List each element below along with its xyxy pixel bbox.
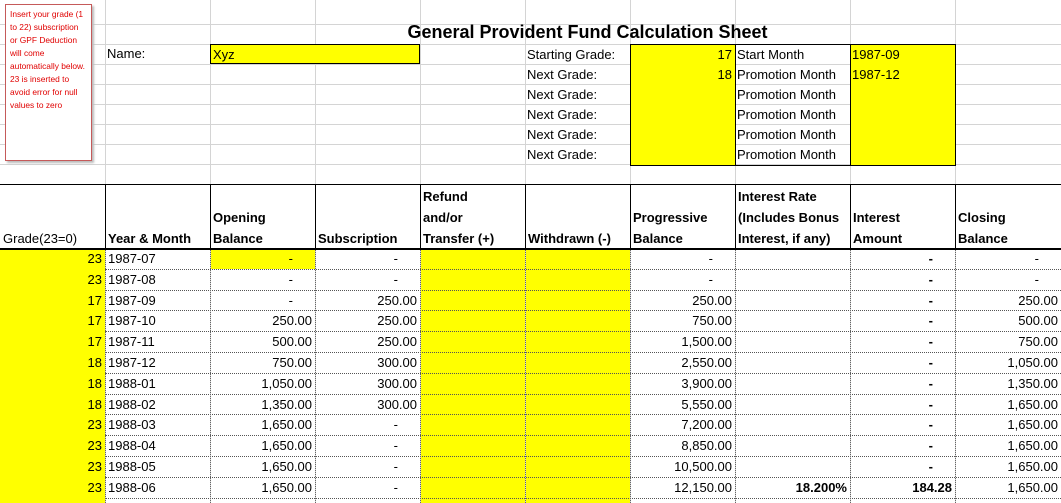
interest-rate-cell [736,415,850,436]
grade-cell[interactable]: 18 [87,355,102,370]
interest-amount-cell: - [928,313,933,329]
closing-balance-cell: - [1034,251,1039,266]
subscription-cell: - [393,417,398,433]
body-col-border [420,250,421,503]
year-month-cell: 1987-09 [108,292,156,308]
closing-balance-cell: 500.00 [1018,313,1058,329]
closing-balance-cell: 750.00 [1018,334,1058,350]
grade-cell[interactable]: 17 [87,334,102,350]
month-label: Promotion Month [737,147,836,162]
year-month-cell: 1987-12 [108,355,156,370]
interest-rate-cell [736,291,850,312]
refund-header: and/or [423,210,463,225]
month-input[interactable]: 1987-12 [850,65,955,85]
interest-rate-cell [736,249,850,270]
closing-balance-cell: 250.00 [1018,292,1058,308]
interest-amount-cell: - [928,334,933,350]
subscription-cell: 300.00 [377,396,417,412]
withdrawn-cell[interactable] [526,249,630,270]
refund-cell[interactable] [421,415,525,436]
grade-cell[interactable]: 23 [87,251,102,266]
opening-balance-cell: - [288,251,293,266]
opening-balance-cell: 1,650.00 [261,459,312,474]
body-col-border [735,250,736,503]
withdrawn-cell[interactable] [526,478,630,499]
progressive-balance-cell: 7,200.00 [681,417,732,433]
interest-rate-cell [736,374,850,395]
refund-cell[interactable] [421,353,525,374]
refund-cell[interactable] [421,311,525,332]
interest-rate-cell [736,395,850,416]
grade-cell[interactable]: 23 [87,459,102,474]
refund-cell[interactable] [421,291,525,312]
interest-amount-cell: - [928,459,933,474]
progressive-balance-cell: 1,500.00 [681,334,732,350]
interest-rate-cell [736,436,850,457]
refund-header: Transfer (+) [423,231,495,246]
closing-balance-cell: 1,650.00 [1007,396,1058,412]
body-col-border [105,250,106,503]
interest-amount-cell: - [928,292,933,308]
withdrawn-cell[interactable] [526,436,630,457]
withdrawn-cell[interactable] [526,415,630,436]
interest-amount-cell: - [928,417,933,433]
grade-cell[interactable]: 17 [87,313,102,329]
year-month-cell: 1988-03 [108,417,156,433]
subscription-header: Subscription [318,231,398,246]
subscription-cell: - [393,271,398,287]
withdrawn-cell[interactable] [526,395,630,416]
subscription-cell: 300.00 [377,375,417,391]
refund-cell[interactable] [421,478,525,499]
withdrawn-header: Withdrawn (-) [528,231,611,246]
opening-balance-cell: 1,650.00 [261,479,312,495]
opening-balance-cell: 1,050.00 [261,375,312,391]
body-col-border [210,250,211,503]
progressive-balance-header: Balance [633,231,683,246]
month-input[interactable]: 1987-09 [850,45,955,65]
opening-balance-header: Balance [213,231,263,246]
closing-balance-cell: 1,650.00 [1007,459,1058,474]
refund-cell[interactable] [421,457,525,478]
subscription-cell: 250.00 [377,292,417,308]
closing-balance-cell: 1,050.00 [1007,355,1058,370]
grade-cell[interactable]: 18 [87,396,102,412]
body-col-border [525,250,526,503]
subscription-cell: 300.00 [377,355,417,370]
refund-header: Refund [423,189,468,204]
closing-balance-cell: 1,650.00 [1007,417,1058,433]
body-col-border [630,250,631,503]
refund-cell[interactable] [421,374,525,395]
header-top-border [0,184,1061,185]
interest-rate-cell [736,332,850,353]
withdrawn-cell[interactable] [526,374,630,395]
grade-cell[interactable]: 17 [87,292,102,308]
progressive-balance-cell: - [708,251,713,266]
grade-input[interactable]: 17 [630,45,735,65]
interest-amount-header: Interest [853,210,900,225]
opening-balance-cell: 1,350.00 [261,396,312,412]
refund-cell[interactable] [421,395,525,416]
grade-label: Next Grade: [527,87,598,102]
year-month-cell: 1988-05 [108,459,156,474]
opening-balance-cell: 750.00 [272,355,312,370]
progressive-balance-header: Progressive [633,210,708,225]
name-label: Name: [107,46,146,61]
progressive-balance-cell: 8,850.00 [681,438,732,454]
page-title: General Provident Fund Calculation Sheet [407,22,768,42]
withdrawn-cell[interactable] [526,353,630,374]
progressive-balance-cell: 10,500.00 [674,459,732,474]
month-input[interactable] [850,145,955,165]
month-label: Start Month [737,47,805,62]
progressive-balance-cell: 750.00 [692,313,732,329]
withdrawn-cell[interactable] [526,311,630,332]
body-col-border [850,250,851,503]
withdrawn-cell[interactable] [526,457,630,478]
refund-cell[interactable] [421,436,525,457]
refund-cell[interactable] [421,270,525,291]
interest-rate-cell [736,311,850,332]
interest-rate-cell [736,270,850,291]
interest-amount-cell: - [928,375,933,391]
grade-header: Grade(23=0) [3,231,78,246]
grade-cell[interactable]: 18 [87,375,102,391]
interest-amount-cell: 184.28 [912,479,952,495]
subscription-cell: - [393,479,398,495]
closing-balance-cell: 1,650.00 [1007,479,1058,495]
interest-rate-header: Interest Rate [738,189,817,204]
month-label: Promotion Month [737,67,836,82]
opening-balance-cell: 1,650.00 [261,438,312,454]
grade-input[interactable] [630,105,735,125]
year-month-cell: 1988-01 [108,375,156,391]
closing-balance-cell: 1,650.00 [1007,438,1058,454]
month-label: Promotion Month [737,87,836,102]
refund-cell[interactable] [421,332,525,353]
opening-balance-cell: 1,650.00 [261,417,312,433]
grade-cell[interactable]: 23 [87,271,102,287]
interest-amount-cell: - [928,251,933,266]
subscription-cell: - [393,251,398,266]
grade-input[interactable] [630,125,735,145]
progressive-balance-cell: - [708,271,713,287]
month-label: Promotion Month [737,107,836,122]
opening-balance-cell: - [288,271,293,287]
month-input[interactable] [850,125,955,145]
closing-balance-cell: 1,350.00 [1007,375,1058,391]
grade-label: Starting Grade: [527,47,616,62]
interest-amount-cell: - [928,355,933,370]
interest-amount-cell: - [928,438,933,454]
year-month-cell: 1988-02 [108,396,156,412]
year-month-cell: 1987-07 [108,251,156,266]
year-month-cell: 1987-10 [108,313,156,329]
subscription-cell: - [393,459,398,474]
interest-rate-header: (Includes Bonus [738,210,840,225]
month-input[interactable] [850,85,955,105]
progressive-balance-cell: 12,150.00 [674,479,732,495]
year-month-cell: 1988-04 [108,438,156,454]
grade-input[interactable]: 18 [630,65,735,85]
row-divider [105,498,1061,499]
month-label: Promotion Month [737,127,836,142]
year-month-cell: 1987-08 [108,271,156,287]
grade-input[interactable] [630,85,735,105]
progressive-balance-cell: 250.00 [692,292,732,308]
grade-cell[interactable]: 23 [87,479,102,495]
interest-rate-cell [736,353,850,374]
interest-rate-cell: 18.200% [795,479,847,495]
progressive-balance-cell: 5,550.00 [681,396,732,412]
year-month-header: Year & Month [108,231,192,246]
closing-balance-header: Balance [958,231,1008,246]
interest-amount-cell: - [928,271,933,287]
body-col-border [955,250,956,503]
interest-rate-cell [736,457,850,478]
opening-balance-cell: 250.00 [272,313,312,329]
opening-balance-cell: - [288,292,293,308]
body-col-border [315,250,316,503]
closing-balance-cell: - [1034,271,1039,287]
grade-label: Next Grade: [527,107,598,122]
grade-label: Next Grade: [527,67,598,82]
interest-rate-header: Interest, if any) [738,231,831,246]
grade-label: Next Grade: [527,127,598,142]
interest-amount-cell: - [928,396,933,412]
subscription-cell: - [393,438,398,454]
grade-cell[interactable]: 23 [87,417,102,433]
opening-balance-cell: 500.00 [272,334,312,350]
year-month-cell: 1987-11 [108,334,155,350]
instruction-note: Insert your grade (1 to 22) subscription or GPF Deduction will come automatically below. 23 is inserted to avoid error for null values to zero [5,4,92,161]
opening-balance-header: Opening [213,210,266,225]
progressive-balance-cell: 3,900.00 [681,375,732,391]
year-month-cell: 1988-06 [108,479,156,495]
grade-label: Next Grade: [527,147,598,162]
closing-balance-header: Closing [958,210,1006,225]
interest-amount-header: Amount [853,231,903,246]
subscription-cell: 250.00 [377,313,417,329]
name-field[interactable]: Xyz [210,44,420,64]
progressive-balance-cell: 2,550.00 [681,355,732,370]
withdrawn-cell[interactable] [526,332,630,353]
grade-cell[interactable]: 23 [87,438,102,454]
withdrawn-cell[interactable] [526,270,630,291]
subscription-cell: 250.00 [377,334,417,350]
month-input[interactable] [850,105,955,125]
refund-cell[interactable] [421,249,525,270]
grade-input[interactable] [630,145,735,165]
withdrawn-cell[interactable] [526,291,630,312]
